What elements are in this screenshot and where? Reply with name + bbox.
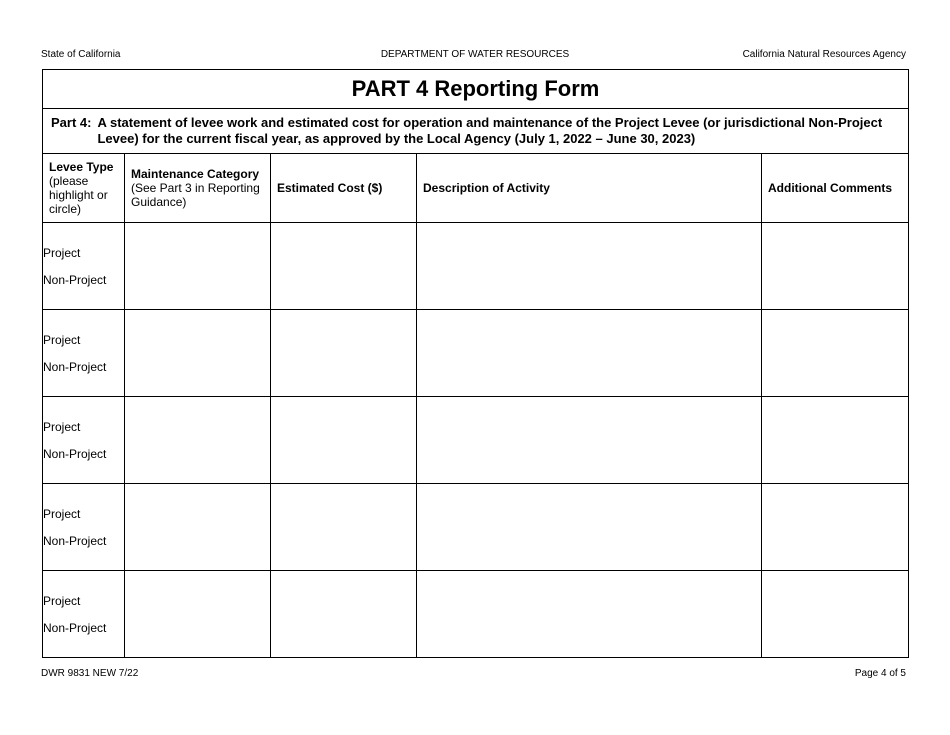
description-cell[interactable]: [417, 484, 762, 571]
col-estimated-cost-title: Estimated Cost ($): [277, 181, 383, 195]
description-cell[interactable]: [417, 310, 762, 397]
estimated-cost-cell[interactable]: [271, 571, 417, 658]
table-row: [43, 223, 909, 310]
col-maintenance-category-title: Maintenance Category: [131, 167, 260, 181]
col-estimated-cost: [271, 154, 417, 223]
col-description: [417, 154, 762, 223]
footer-form-number: DWR 9831 NEW 7/22: [41, 668, 139, 679]
levee-type-cell[interactable]: [43, 223, 125, 310]
levee-type-cell[interactable]: [43, 310, 125, 397]
table-row: [43, 571, 909, 658]
maintenance-category-cell[interactable]: [125, 571, 271, 658]
levee-option-project[interactable]: Project: [43, 245, 81, 260]
description-cell[interactable]: [417, 571, 762, 658]
estimated-cost-cell[interactable]: [271, 484, 417, 571]
comments-cell[interactable]: [762, 484, 909, 571]
comments-cell[interactable]: [762, 310, 909, 397]
col-description-title: Description of Activity: [423, 181, 550, 195]
maintenance-category-cell[interactable]: [125, 310, 271, 397]
reporting-form-table: [42, 69, 909, 658]
levee-option-non-project[interactable]: Non-Project: [43, 533, 107, 548]
maintenance-category-cell[interactable]: [125, 484, 271, 571]
comments-cell[interactable]: [762, 223, 909, 310]
levee-option-project[interactable]: Project: [43, 419, 81, 434]
statement-text: A statement of levee work and estimated cost for operation and maintenance of the Project Levee (or jurisdictional Non-Project Levee) for the current fiscal year, as approved by the Local Agency (July 1, 2022 – June 30, 2023): [97, 115, 883, 146]
table-row: [43, 397, 909, 484]
footer-page-number: Page 4 of 5: [854, 668, 906, 679]
maintenance-category-cell[interactable]: [125, 397, 271, 484]
levee-option-project[interactable]: Project: [43, 332, 81, 347]
header-state: State of California: [41, 49, 121, 60]
column-header-row: [43, 154, 909, 223]
col-levee-type: [43, 154, 125, 223]
maintenance-category-cell[interactable]: [125, 223, 271, 310]
col-comments-title: Additional Comments: [768, 181, 893, 195]
col-maintenance-category: [125, 154, 271, 223]
levee-option-project[interactable]: Project: [43, 593, 81, 608]
levee-type-cell[interactable]: [43, 571, 125, 658]
col-comments: [762, 154, 909, 223]
form-title: PART 4 Reporting Form: [43, 70, 909, 109]
levee-option-project[interactable]: Project: [43, 506, 81, 521]
levee-option-non-project[interactable]: Non-Project: [43, 359, 107, 374]
col-levee-type-note: (please highlight or circle): [49, 174, 108, 216]
table-row: [43, 310, 909, 397]
estimated-cost-cell[interactable]: [271, 310, 417, 397]
description-cell[interactable]: [417, 397, 762, 484]
levee-option-non-project[interactable]: Non-Project: [43, 620, 107, 635]
col-levee-type-title: Levee Type: [49, 160, 114, 174]
levee-option-non-project[interactable]: Non-Project: [43, 446, 107, 461]
levee-type-cell[interactable]: [43, 397, 125, 484]
levee-option-non-project[interactable]: Non-Project: [43, 272, 107, 287]
header-agency: California Natural Resources Agency: [742, 49, 906, 60]
header-department: DEPARTMENT OF WATER RESOURCES: [380, 49, 570, 60]
col-maintenance-category-note: (See Part 3 in Reporting Guidance): [131, 181, 260, 209]
description-cell[interactable]: [417, 223, 762, 310]
levee-type-cell[interactable]: [43, 484, 125, 571]
table-row: [43, 484, 909, 571]
comments-cell[interactable]: [762, 571, 909, 658]
estimated-cost-cell[interactable]: [271, 223, 417, 310]
comments-cell[interactable]: [762, 397, 909, 484]
estimated-cost-cell[interactable]: [271, 397, 417, 484]
form-statement: [43, 109, 909, 154]
statement-label: Part 4:: [51, 115, 92, 130]
